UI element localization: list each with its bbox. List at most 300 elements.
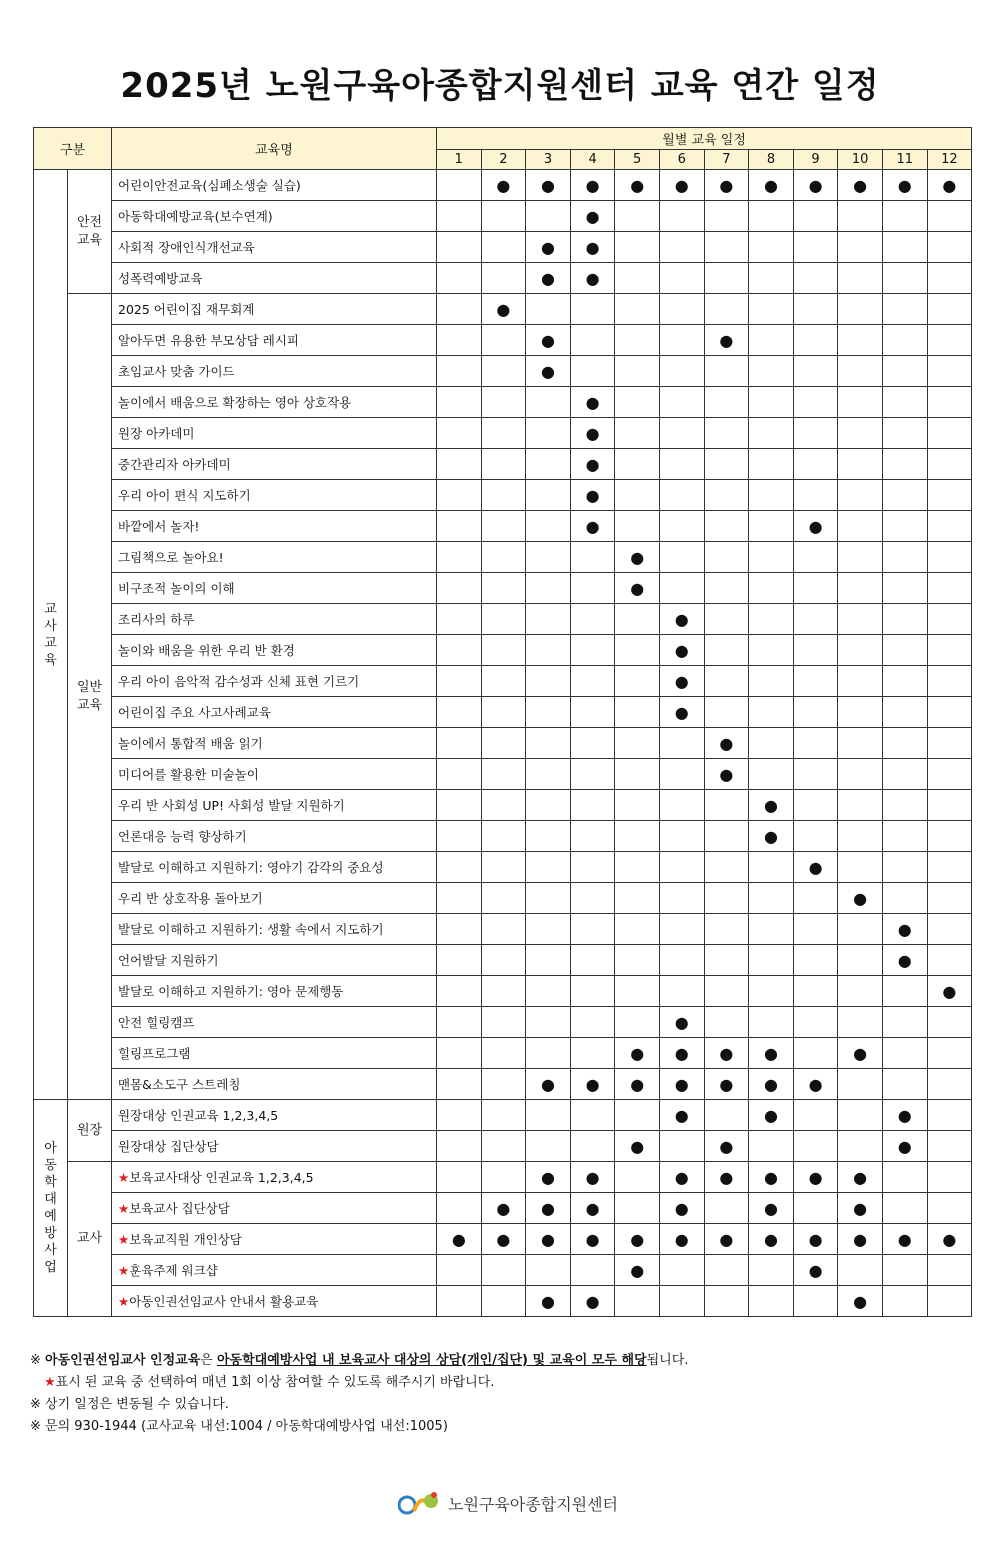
- month-cell: [882, 449, 927, 480]
- month-cell: [526, 170, 571, 201]
- month-cell: [882, 883, 927, 914]
- month-cell: [749, 1286, 794, 1317]
- month-cell: [793, 232, 838, 263]
- scheduled-dot-icon: ●: [808, 1167, 823, 1187]
- month-cell: [659, 759, 704, 790]
- course-name: [112, 1224, 437, 1255]
- month-cell: [838, 1162, 883, 1193]
- subgroup-label-line: 교육: [76, 697, 103, 713]
- month-cell: [838, 1100, 883, 1131]
- month-cell: [615, 728, 660, 759]
- month-cell: [927, 728, 972, 759]
- month-cell: [526, 449, 571, 480]
- month-cell: [749, 945, 794, 976]
- month-cell: [927, 883, 972, 914]
- month-cell: [659, 170, 704, 201]
- month-cell: [704, 1038, 749, 1069]
- month-cell: [749, 325, 794, 356]
- month-cell: [615, 511, 660, 542]
- month-cell: [882, 1007, 927, 1038]
- course-name-text: 중간관리자 아카데미: [118, 457, 231, 472]
- month-cell: [838, 666, 883, 697]
- month-cell: [793, 1007, 838, 1038]
- month-cell: [838, 635, 883, 666]
- month-cell: [793, 1069, 838, 1100]
- month-cell: [704, 790, 749, 821]
- month-cell: [927, 945, 972, 976]
- scheduled-dot-icon: ●: [630, 578, 645, 598]
- month-cell: [927, 1255, 972, 1286]
- month-cell: [615, 635, 660, 666]
- month-cell: [749, 1162, 794, 1193]
- table-row: [34, 635, 972, 666]
- month-cell: [927, 1100, 972, 1131]
- scheduled-dot-icon: ●: [630, 1043, 645, 1063]
- month-cell: [882, 232, 927, 263]
- month-cell: [882, 418, 927, 449]
- month-cell: [526, 1007, 571, 1038]
- course-name-text: 어린이안전교육(심폐소생술 실습): [118, 178, 301, 193]
- subgroup-label-line: 원장: [76, 1122, 103, 1138]
- month-cell: [570, 1007, 615, 1038]
- course-name-text: 어린이집 주요 사고사례교육: [118, 705, 271, 720]
- month-cell: [526, 1255, 571, 1286]
- month-cell: [659, 666, 704, 697]
- month-cell: [838, 914, 883, 945]
- scheduled-dot-icon: ●: [853, 888, 868, 908]
- group-label-char: 대: [44, 1192, 57, 1207]
- month-cell: [437, 1100, 482, 1131]
- header-month: 8: [749, 150, 794, 170]
- month-cell: [704, 1224, 749, 1255]
- month-cell: [659, 697, 704, 728]
- table-row: [34, 945, 972, 976]
- course-name-text: 힐링프로그램: [118, 1046, 191, 1061]
- month-cell: [838, 170, 883, 201]
- course-name: [112, 201, 437, 232]
- table-row: [34, 263, 972, 294]
- month-cell: [481, 945, 526, 976]
- month-cell: [526, 914, 571, 945]
- month-cell: [615, 170, 660, 201]
- month-cell: [749, 1193, 794, 1224]
- month-cell: [882, 201, 927, 232]
- month-cell: [704, 1286, 749, 1317]
- month-cell: [704, 511, 749, 542]
- month-cell: [793, 449, 838, 480]
- course-name: [112, 1007, 437, 1038]
- group-label-char: 학: [44, 1175, 57, 1190]
- month-cell: [481, 821, 526, 852]
- month-cell: [704, 1255, 749, 1286]
- month-cell: [481, 449, 526, 480]
- month-cell: [615, 1255, 660, 1286]
- month-cell: [526, 604, 571, 635]
- header-month: 1: [437, 150, 482, 170]
- scheduled-dot-icon: ●: [630, 1074, 645, 1094]
- month-cell: [659, 1286, 704, 1317]
- month-cell: [615, 542, 660, 573]
- month-cell: [481, 1162, 526, 1193]
- month-cell: [481, 1069, 526, 1100]
- scheduled-dot-icon: ●: [719, 1043, 734, 1063]
- month-cell: [793, 852, 838, 883]
- course-name-text: 아동학대예방교육(보수연계): [118, 209, 273, 224]
- notes: [30, 1350, 980, 1438]
- month-cell: [437, 666, 482, 697]
- month-cell: [437, 976, 482, 1007]
- month-cell: [882, 635, 927, 666]
- course-name: [112, 604, 437, 635]
- month-cell: [615, 387, 660, 418]
- scheduled-dot-icon: ●: [541, 361, 555, 381]
- month-cell: [615, 1193, 660, 1224]
- scheduled-dot-icon: ●: [496, 1229, 511, 1249]
- footer-org-name: 노원구육아종합지원센터: [448, 1494, 619, 1514]
- course-name-text: 사회적 장애인식개선교육: [118, 240, 255, 255]
- month-cell: [570, 1162, 615, 1193]
- table-row: [34, 542, 972, 573]
- month-cell: [927, 1224, 972, 1255]
- month-cell: [659, 325, 704, 356]
- month-cell: [659, 976, 704, 1007]
- month-cell: [526, 697, 571, 728]
- table-row: [34, 1224, 972, 1255]
- month-cell: [659, 418, 704, 449]
- month-cell: [481, 511, 526, 542]
- month-cell: [615, 697, 660, 728]
- scheduled-dot-icon: ●: [897, 950, 912, 970]
- course-name-text: 초임교사 맞춤 가이드: [118, 364, 235, 379]
- scheduled-dot-icon: ●: [585, 175, 600, 195]
- month-cell: [704, 1007, 749, 1038]
- scheduled-dot-icon: ●: [853, 1291, 868, 1311]
- month-cell: [704, 449, 749, 480]
- month-cell: [749, 883, 794, 914]
- month-cell: [927, 1038, 972, 1069]
- month-cell: [659, 1162, 704, 1193]
- month-cell: [481, 263, 526, 294]
- month-cell: [526, 790, 571, 821]
- month-cell: [704, 635, 749, 666]
- month-cell: [704, 883, 749, 914]
- month-cell: [437, 573, 482, 604]
- month-cell: [793, 1131, 838, 1162]
- month-cell: [927, 1193, 972, 1224]
- month-cell: [437, 1069, 482, 1100]
- scheduled-dot-icon: ●: [674, 1012, 689, 1032]
- course-name-text: 맨몸&소도구 스트레칭: [118, 1077, 241, 1092]
- month-cell: [882, 1100, 927, 1131]
- month-cell: [749, 263, 794, 294]
- month-cell: [481, 542, 526, 573]
- month-cell: [838, 883, 883, 914]
- month-cell: [659, 449, 704, 480]
- course-name: [112, 945, 437, 976]
- month-cell: [749, 356, 794, 387]
- note-1-underline: 아동학대예방사업 내 보육교사 대상의 상담(개인/집단) 및 교육이 모두 해당: [216, 1353, 647, 1368]
- course-name-text: 발달로 이해하고 지원하기: 영아기 감각의 중요성: [118, 860, 384, 875]
- course-name: [112, 449, 437, 480]
- month-cell: [704, 232, 749, 263]
- course-name: [112, 1193, 437, 1224]
- month-cell: [793, 325, 838, 356]
- scheduled-dot-icon: ●: [541, 1074, 555, 1094]
- scheduled-dot-icon: ●: [763, 795, 778, 815]
- month-cell: [570, 1255, 615, 1286]
- month-cell: [570, 232, 615, 263]
- footer-logo: [398, 1488, 618, 1518]
- month-cell: [659, 232, 704, 263]
- subgroup-label-line: 교육: [76, 232, 103, 248]
- month-cell: [481, 728, 526, 759]
- month-cell: [882, 604, 927, 635]
- scheduled-dot-icon: ●: [897, 175, 912, 195]
- month-cell: [749, 697, 794, 728]
- month-cell: [570, 449, 615, 480]
- month-cell: [570, 1286, 615, 1317]
- month-cell: [882, 852, 927, 883]
- month-cell: [749, 759, 794, 790]
- course-name-text: 원장대상 집단상담: [118, 1139, 219, 1154]
- month-cell: [659, 821, 704, 852]
- scheduled-dot-icon: ●: [942, 175, 957, 195]
- month-cell: [749, 1038, 794, 1069]
- scheduled-dot-icon: ●: [853, 1198, 868, 1218]
- month-cell: [437, 1162, 482, 1193]
- month-cell: [481, 480, 526, 511]
- month-cell: [570, 480, 615, 511]
- month-cell: [838, 790, 883, 821]
- month-cell: [437, 1193, 482, 1224]
- month-cell: [437, 790, 482, 821]
- table-row: [34, 325, 972, 356]
- month-cell: [838, 1193, 883, 1224]
- course-name: [112, 1162, 437, 1193]
- month-cell: [570, 666, 615, 697]
- scheduled-dot-icon: ●: [674, 1105, 689, 1125]
- month-cell: [526, 542, 571, 573]
- month-cell: [659, 852, 704, 883]
- schedule-table: [33, 127, 972, 1317]
- table-row: [34, 1286, 972, 1317]
- course-name-text: 비구조적 놀이의 이해: [118, 581, 235, 596]
- month-cell: [615, 852, 660, 883]
- month-cell: [838, 1224, 883, 1255]
- month-cell: [481, 418, 526, 449]
- month-cell: [526, 1193, 571, 1224]
- month-cell: [704, 1193, 749, 1224]
- scheduled-dot-icon: ●: [942, 981, 957, 1001]
- scheduled-dot-icon: ●: [942, 1229, 957, 1249]
- note-2-text: 표시 된 교육 중 선택하여 매년 1회 이상 참여할 수 있도록 해주시기 바랍니다.: [55, 1375, 495, 1390]
- month-cell: [749, 1255, 794, 1286]
- header-month: 12: [927, 150, 972, 170]
- month-cell: [927, 418, 972, 449]
- month-cell: [570, 1038, 615, 1069]
- month-cell: [793, 573, 838, 604]
- scheduled-dot-icon: ●: [496, 1198, 511, 1218]
- course-name: [112, 1038, 437, 1069]
- month-cell: [749, 1069, 794, 1100]
- month-cell: [749, 1131, 794, 1162]
- month-cell: [615, 666, 660, 697]
- month-cell: [481, 852, 526, 883]
- table-row: [34, 1069, 972, 1100]
- month-cell: [481, 201, 526, 232]
- scheduled-dot-icon: ●: [541, 1198, 555, 1218]
- month-cell: [882, 294, 927, 325]
- header-month: 3: [526, 150, 571, 170]
- course-name-text: 놀이에서 배움으로 확장하는 영아 상호작용: [118, 395, 352, 410]
- month-cell: [704, 294, 749, 325]
- course-name-text: 성폭력예방교육: [118, 271, 203, 286]
- scheduled-dot-icon: ●: [674, 1229, 689, 1249]
- month-cell: [704, 697, 749, 728]
- month-cell: [570, 573, 615, 604]
- course-name: [112, 387, 437, 418]
- table-row: [34, 232, 972, 263]
- month-cell: [526, 759, 571, 790]
- month-cell: [749, 976, 794, 1007]
- month-cell: [570, 852, 615, 883]
- header-month: 6: [659, 150, 704, 170]
- scheduled-dot-icon: ●: [585, 1167, 600, 1187]
- month-cell: [927, 790, 972, 821]
- month-cell: [615, 759, 660, 790]
- month-cell: [570, 883, 615, 914]
- month-cell: [882, 170, 927, 201]
- month-cell: [793, 170, 838, 201]
- month-cell: [437, 604, 482, 635]
- course-name-text: 보육교사대상 인권교육 1,2,3,4,5: [129, 1170, 314, 1185]
- course-name: [112, 573, 437, 604]
- month-cell: [659, 945, 704, 976]
- star-icon: ★: [118, 1170, 130, 1185]
- month-cell: [793, 1162, 838, 1193]
- star-icon: ★: [44, 1375, 56, 1390]
- month-cell: [749, 790, 794, 821]
- course-name: [112, 1131, 437, 1162]
- month-cell: [749, 914, 794, 945]
- scheduled-dot-icon: ●: [853, 1167, 868, 1187]
- month-cell: [526, 976, 571, 1007]
- month-cell: [882, 759, 927, 790]
- month-cell: [481, 325, 526, 356]
- course-name: [112, 635, 437, 666]
- month-cell: [882, 666, 927, 697]
- scheduled-dot-icon: ●: [541, 237, 555, 257]
- star-icon: ★: [118, 1232, 130, 1247]
- month-cell: [882, 1038, 927, 1069]
- course-name: [112, 418, 437, 449]
- month-cell: [882, 263, 927, 294]
- scheduled-dot-icon: ●: [496, 175, 511, 195]
- table-row: [34, 418, 972, 449]
- month-cell: [437, 511, 482, 542]
- month-cell: [927, 1069, 972, 1100]
- table-row: [34, 387, 972, 418]
- month-cell: [704, 728, 749, 759]
- month-cell: [481, 1007, 526, 1038]
- month-cell: [838, 604, 883, 635]
- month-cell: [927, 387, 972, 418]
- month-cell: [615, 573, 660, 604]
- month-cell: [437, 418, 482, 449]
- month-cell: [882, 945, 927, 976]
- month-cell: [793, 1255, 838, 1286]
- header-month: 2: [481, 150, 526, 170]
- month-cell: [793, 1193, 838, 1224]
- month-cell: [749, 573, 794, 604]
- month-cell: [838, 480, 883, 511]
- course-name: [112, 883, 437, 914]
- subgroup-label: [68, 294, 112, 1100]
- group-label-char: 업: [44, 1260, 57, 1275]
- scheduled-dot-icon: ●: [451, 1229, 466, 1249]
- course-name-text: 훈육주제 워크샵: [129, 1263, 218, 1278]
- header-course: 교육명: [112, 128, 437, 170]
- scheduled-dot-icon: ●: [897, 1105, 912, 1125]
- month-cell: [704, 387, 749, 418]
- month-cell: [481, 1131, 526, 1162]
- month-cell: [882, 387, 927, 418]
- month-cell: [615, 1100, 660, 1131]
- scheduled-dot-icon: ●: [719, 733, 734, 753]
- course-name-text: 발달로 이해하고 지원하기: 영아 문제행동: [118, 984, 344, 999]
- course-name-text: 보육교사 집단상담: [129, 1201, 230, 1216]
- month-cell: [704, 356, 749, 387]
- course-name: [112, 976, 437, 1007]
- month-cell: [659, 387, 704, 418]
- course-name: [112, 1286, 437, 1317]
- month-cell: [882, 356, 927, 387]
- table-row: [34, 821, 972, 852]
- course-name-text: 우리 반 사회성 UP! 사회성 발달 지원하기: [118, 798, 345, 813]
- month-cell: [838, 945, 883, 976]
- month-cell: [437, 542, 482, 573]
- month-cell: [437, 1007, 482, 1038]
- month-cell: [793, 635, 838, 666]
- month-cell: [481, 573, 526, 604]
- month-cell: [704, 325, 749, 356]
- month-cell: [882, 821, 927, 852]
- month-cell: [927, 542, 972, 573]
- month-cell: [793, 511, 838, 542]
- month-cell: [882, 728, 927, 759]
- month-cell: [882, 1255, 927, 1286]
- month-cell: [704, 418, 749, 449]
- month-cell: [838, 325, 883, 356]
- month-cell: [659, 1069, 704, 1100]
- month-cell: [793, 759, 838, 790]
- table-row: [34, 1038, 972, 1069]
- month-cell: [793, 418, 838, 449]
- month-cell: [481, 635, 526, 666]
- month-cell: [570, 1131, 615, 1162]
- month-cell: [570, 759, 615, 790]
- month-cell: [570, 728, 615, 759]
- month-cell: [838, 1286, 883, 1317]
- month-cell: [838, 697, 883, 728]
- course-name-text: 바깥에서 놀자!: [118, 519, 200, 534]
- month-cell: [659, 1100, 704, 1131]
- month-cell: [838, 821, 883, 852]
- month-cell: [526, 852, 571, 883]
- scheduled-dot-icon: ●: [585, 1229, 600, 1249]
- group-label-char: 교: [44, 601, 57, 617]
- month-cell: [704, 976, 749, 1007]
